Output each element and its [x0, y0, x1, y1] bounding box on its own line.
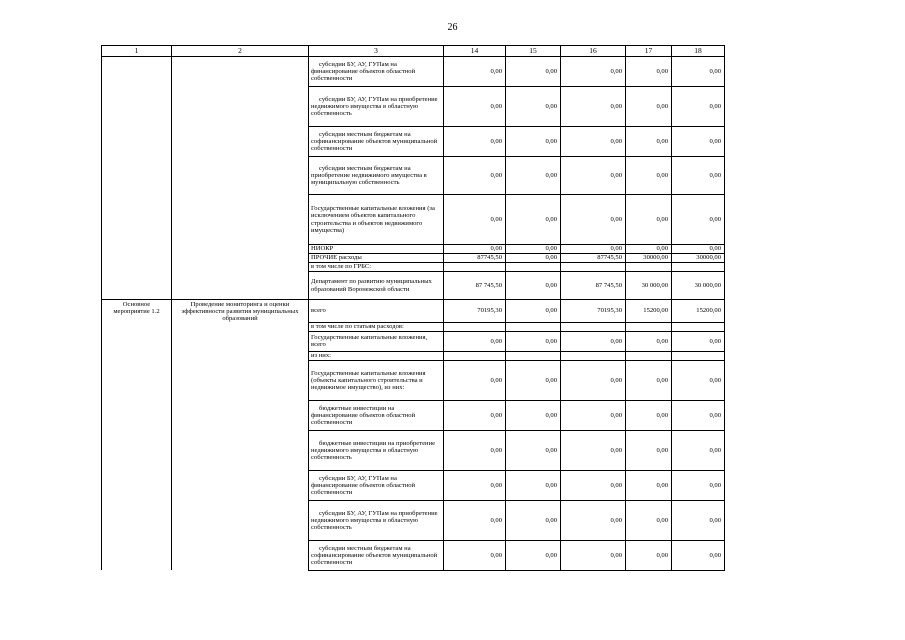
activity-code-cell — [102, 540, 172, 570]
value-cell: 0,00 — [626, 87, 672, 127]
activity-name-cell — [172, 195, 309, 245]
value-cell: 0,00 — [506, 331, 561, 351]
table-row — [102, 331, 725, 351]
value-cell: 0,00 — [506, 57, 561, 87]
activity-code-cell — [102, 157, 172, 195]
table-row — [102, 540, 725, 570]
activity-name-cell: Проведение мониторинга и оценки эффективности развития муниципальных образований — [172, 300, 309, 323]
value-cell: 87745,50 — [561, 254, 626, 263]
table-row — [102, 322, 725, 331]
activity-code-cell — [102, 322, 172, 331]
expense-category-cell: всего — [309, 300, 444, 323]
value-cell: 0,00 — [626, 331, 672, 351]
activity-name-cell — [172, 245, 309, 254]
expense-category-cell: субсидии местным бюджетам на софинансирование объектов муниципальной собственности — [309, 540, 444, 570]
value-cell: 0,00 — [444, 331, 506, 351]
activity-code-cell — [102, 87, 172, 127]
expense-category-cell: бюджетные инвестиции на финансирование объектов областной собственности — [309, 400, 444, 430]
value-cell: 70195,30 — [561, 300, 626, 323]
expense-category-cell: Департамент по развитию муниципальных образований Воронежской области — [309, 272, 444, 300]
activity-name-cell — [172, 322, 309, 331]
value-cell: 0,00 — [444, 57, 506, 87]
value-cell — [626, 351, 672, 360]
table-row — [102, 263, 725, 272]
value-cell: 70195,30 — [444, 300, 506, 323]
activity-name-cell — [172, 351, 309, 360]
activity-code-cell — [102, 430, 172, 470]
value-cell: 0,00 — [672, 157, 725, 195]
value-cell: 0,00 — [672, 360, 725, 400]
table-body — [102, 57, 725, 571]
value-cell: 0,00 — [626, 245, 672, 254]
col-header-18: 18 — [672, 46, 725, 57]
value-cell: 0,00 — [561, 87, 626, 127]
table-row — [102, 351, 725, 360]
expense-category-cell: в том числе по ГРБС: — [309, 263, 444, 272]
value-cell: 0,00 — [506, 87, 561, 127]
page-number: 26 — [447, 22, 458, 33]
activity-code-cell — [102, 254, 172, 263]
activity-name-cell — [172, 254, 309, 263]
activity-code-cell — [102, 195, 172, 245]
table-row — [102, 195, 725, 245]
col-header-16: 16 — [561, 46, 626, 57]
col-header-17: 17 — [626, 46, 672, 57]
value-cell: 0,00 — [506, 360, 561, 400]
activity-code-cell — [102, 127, 172, 157]
value-cell — [626, 263, 672, 272]
activity-name-cell — [172, 500, 309, 540]
activity-code-cell — [102, 57, 172, 87]
value-cell: 0,00 — [506, 300, 561, 323]
value-cell: 0,00 — [561, 400, 626, 430]
activity-name-cell — [172, 157, 309, 195]
activity-code-cell — [102, 400, 172, 430]
value-cell: 0,00 — [444, 157, 506, 195]
value-cell: 0,00 — [672, 540, 725, 570]
expense-category-cell: в том числе по статьям расходов: — [309, 322, 444, 331]
value-cell — [506, 263, 561, 272]
value-cell: 0,00 — [626, 540, 672, 570]
activity-name-cell — [172, 400, 309, 430]
value-cell: 0,00 — [672, 127, 725, 157]
value-cell: 0,00 — [444, 500, 506, 540]
value-cell — [506, 322, 561, 331]
table-row — [102, 500, 725, 540]
expense-category-cell: бюджетные инвестиции на приобретение недвижимого имущества в областную собственность — [309, 430, 444, 470]
value-cell: 0,00 — [506, 500, 561, 540]
value-cell: 0,00 — [561, 540, 626, 570]
value-cell — [672, 322, 725, 331]
value-cell: 0,00 — [444, 540, 506, 570]
table-row — [102, 127, 725, 157]
expense-category-cell: из них: — [309, 351, 444, 360]
value-cell: 0,00 — [626, 57, 672, 87]
activity-name-cell — [172, 331, 309, 351]
value-cell: 30 000,00 — [672, 272, 725, 300]
value-cell: 30 000,00 — [626, 272, 672, 300]
value-cell — [561, 351, 626, 360]
expense-category-cell: субсидии местным бюджетам на софинансирование объектов муниципальной собственности — [309, 127, 444, 157]
value-cell: 0,00 — [626, 400, 672, 430]
value-cell: 0,00 — [506, 195, 561, 245]
table-row — [102, 57, 725, 87]
activity-name-cell — [172, 57, 309, 87]
activity-name-cell — [172, 430, 309, 470]
activity-code-cell — [102, 331, 172, 351]
table-row — [102, 254, 725, 263]
expense-category-cell: Государственные капитальные вложения (объекты капитального строительства и недвижимое имущество), из них: — [309, 360, 444, 400]
value-cell: 87745,50 — [444, 254, 506, 263]
budget-table — [101, 45, 725, 571]
expense-category-cell: субсидии БУ, АУ, ГУПам на приобретение недвижимого имущества в областную собственность — [309, 500, 444, 540]
value-cell: 0,00 — [506, 400, 561, 430]
value-cell — [444, 351, 506, 360]
value-cell: 0,00 — [672, 195, 725, 245]
value-cell: 0,00 — [561, 331, 626, 351]
activity-code-cell — [102, 263, 172, 272]
expense-category-cell: Государственные капитальные вложения, всего — [309, 331, 444, 351]
table-row — [102, 157, 725, 195]
col-header-1: 1 — [102, 46, 172, 57]
value-cell: 0,00 — [626, 430, 672, 470]
table-row — [102, 400, 725, 430]
value-cell: 0,00 — [672, 400, 725, 430]
value-cell: 0,00 — [672, 500, 725, 540]
value-cell: 30000,00 — [626, 254, 672, 263]
expense-category-cell: ПРОЧИЕ расходы — [309, 254, 444, 263]
table-row — [102, 470, 725, 500]
activity-name-cell — [172, 87, 309, 127]
table-row — [102, 272, 725, 300]
value-cell: 0,00 — [672, 87, 725, 127]
activity-code-cell — [102, 245, 172, 254]
value-cell: 87 745,50 — [561, 272, 626, 300]
value-cell: 0,00 — [444, 470, 506, 500]
value-cell — [626, 322, 672, 331]
value-cell: 0,00 — [672, 245, 725, 254]
value-cell: 0,00 — [506, 540, 561, 570]
value-cell: 0,00 — [672, 331, 725, 351]
value-cell: 0,00 — [561, 157, 626, 195]
value-cell: 0,00 — [506, 430, 561, 470]
value-cell: 0,00 — [561, 245, 626, 254]
value-cell — [561, 322, 626, 331]
value-cell: 0,00 — [672, 57, 725, 87]
activity-name-cell — [172, 263, 309, 272]
value-cell: 0,00 — [672, 470, 725, 500]
col-header-15: 15 — [506, 46, 561, 57]
value-cell: 0,00 — [506, 245, 561, 254]
table-row — [102, 300, 725, 323]
value-cell: 0,00 — [444, 195, 506, 245]
expense-category-cell: субсидии БУ, АУ, ГУПам на финансирование объектов областной собственности — [309, 470, 444, 500]
value-cell: 0,00 — [672, 430, 725, 470]
value-cell: 15200,00 — [672, 300, 725, 323]
activity-code-cell — [102, 360, 172, 400]
value-cell: 0,00 — [626, 195, 672, 245]
table-row — [102, 360, 725, 400]
col-header-14: 14 — [444, 46, 506, 57]
value-cell: 0,00 — [561, 360, 626, 400]
value-cell: 0,00 — [561, 500, 626, 540]
value-cell: 0,00 — [444, 245, 506, 254]
value-cell — [444, 263, 506, 272]
value-cell: 0,00 — [626, 500, 672, 540]
value-cell: 0,00 — [444, 430, 506, 470]
value-cell: 0,00 — [626, 127, 672, 157]
activity-code-cell — [102, 272, 172, 300]
value-cell: 0,00 — [444, 360, 506, 400]
header-row — [102, 46, 725, 57]
value-cell: 0,00 — [506, 470, 561, 500]
value-cell — [506, 351, 561, 360]
value-cell: 0,00 — [561, 195, 626, 245]
value-cell: 0,00 — [561, 430, 626, 470]
value-cell: 15200,00 — [626, 300, 672, 323]
table-row — [102, 430, 725, 470]
activity-code-cell — [102, 470, 172, 500]
value-cell: 0,00 — [506, 157, 561, 195]
value-cell: 0,00 — [626, 157, 672, 195]
activity-code-cell — [102, 500, 172, 540]
value-cell: 0,00 — [561, 57, 626, 87]
value-cell: 0,00 — [444, 400, 506, 430]
value-cell — [672, 263, 725, 272]
activity-name-cell — [172, 360, 309, 400]
value-cell: 87 745,50 — [444, 272, 506, 300]
expense-category-cell: Государственные капитальные вложения (за исключением объектов капитального строительства и объектов недвижимого имущества) — [309, 195, 444, 245]
table-row — [102, 87, 725, 127]
activity-name-cell — [172, 470, 309, 500]
value-cell: 30000,00 — [672, 254, 725, 263]
value-cell: 0,00 — [626, 360, 672, 400]
activity-code-cell — [102, 351, 172, 360]
expense-category-cell: субсидии местным бюджетам на приобретение недвижимого имущества в муниципальную собственность — [309, 157, 444, 195]
value-cell — [444, 322, 506, 331]
activity-name-cell — [172, 127, 309, 157]
activity-name-cell — [172, 540, 309, 570]
expense-category-cell: НИОКР — [309, 245, 444, 254]
value-cell: 0,00 — [561, 470, 626, 500]
expense-category-cell: субсидии БУ, АУ, ГУПам на приобретение недвижимого имущества в областную собственность — [309, 87, 444, 127]
value-cell: 0,00 — [561, 127, 626, 157]
value-cell: 0,00 — [506, 127, 561, 157]
value-cell: 0,00 — [444, 127, 506, 157]
activity-name-cell — [172, 272, 309, 300]
activity-code-cell: Основное мероприятие 1.2 — [102, 300, 172, 323]
value-cell: 0,00 — [444, 87, 506, 127]
expense-category-cell: субсидии БУ, АУ, ГУПам на финансирование объектов областной собственности — [309, 57, 444, 87]
col-header-2: 2 — [172, 46, 309, 57]
value-cell — [672, 351, 725, 360]
col-header-3: 3 — [309, 46, 444, 57]
table-row — [102, 245, 725, 254]
value-cell: 0,00 — [506, 254, 561, 263]
value-cell: 0,00 — [626, 470, 672, 500]
value-cell — [561, 263, 626, 272]
value-cell: 0,00 — [506, 272, 561, 300]
